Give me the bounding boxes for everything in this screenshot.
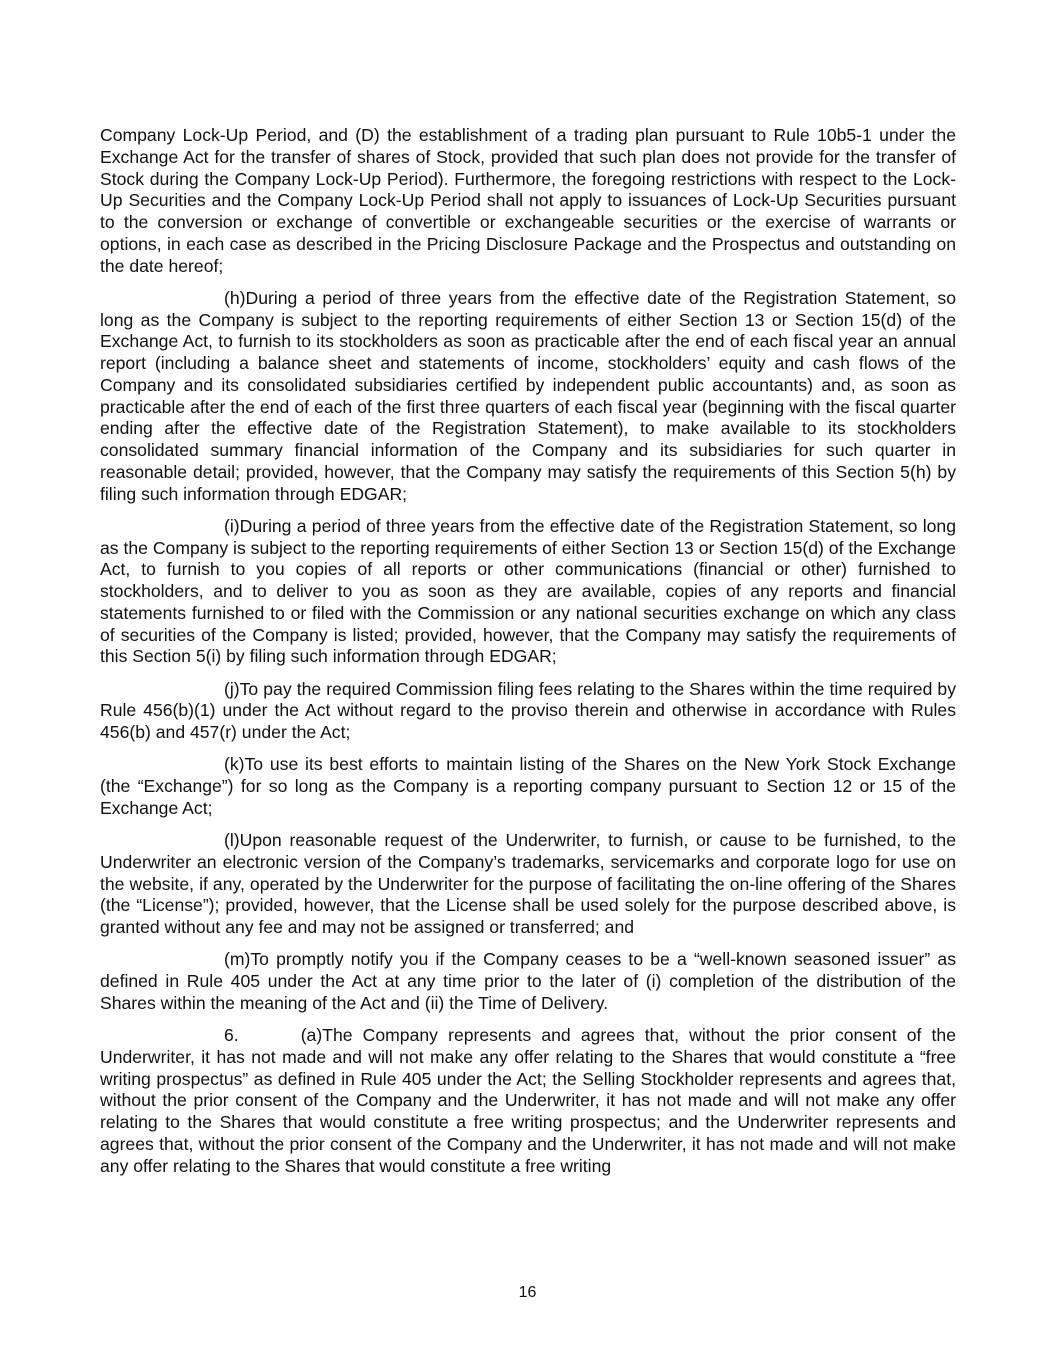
paragraph-continuation [100,125,956,277]
paragraph-text: During a period of three years from the effective date of the Registration Statement, so long as the Company is subject to the reporting requirements of either Section 13 or Section 15(d) of the Exchange Act, to furnish to you copies of all reports or other communications (financial or other) furnished to stockholders, and to deliver to you as soon as they are available, copies of any reports and financial statements furnished to or filed with the Commission or any national securities exchange on which any class of securities of the Company is listed; provided, however, that the Company may satisfy the requirements of this Section 5(i) by filing such information through EDGAR; [100,515,956,667]
clause-marker: (j) [224,678,240,699]
paragraph-text: To promptly notify you if the Company ceases to be a “well-known seasoned issuer” as defined in Rule 405 under the Act at any time prior to the later of (i) completion of the distribution of the Shares within the meaning of the Act and (ii) the Time of Delivery. [100,949,956,1013]
section-number: 6. [224,1025,239,1045]
clause-marker: (h) [224,287,246,308]
paragraph-text: Upon reasonable request of the Underwriter, to furnish, or cause to be furnished, to the Underwriter an electronic version of the Company’s trademarks, servicemarks and corporate logo for use on the website, if any, operated by the Underwriter for the purpose of facilitating the on-line offering of the Shares (the “License”); provided, however, that the License shall be used solely for the purpose described above, is granted without any fee and may not be assigned or transferred; and [100,830,956,937]
clause-marker: (k) [224,754,245,775]
clause-marker: (m) [224,949,251,970]
paragraph-5j [100,679,956,744]
paragraph-text: Company Lock-Up Period, and (D) the establishment of a trading plan pursuant to Rule 10b5-1 under the Exchange Act for the transfer of shares of Stock, provided that such plan does not provide for the transfer of Stock during the Company Lock-Up Period). Furthermore, the foregoing restrictions with respect to the Lock-Up Securities and the Company Lock-Up Period shall not apply to issuances of Lock-Up Securities pursuant to the conversion or exchange of convertible or exchangeable securities or the exercise of warrants or options, in each case as described in the Pricing Disclosure Package and the Prospectus and outstanding on the date hereof; [100,125,956,276]
clause-marker: (l) [224,830,240,850]
paragraph-text: To use its best efforts to maintain listing of the Shares on the New York Stock Exchange (the “Exchange”) for so long as the Company is a reporting company pursuant to Section 12 or 15 of the Exchange Act; [100,754,956,818]
paragraph-5i [100,516,956,668]
paragraph-text: To pay the required Commission filing fees relating to the Shares within the time required by Rule 456(b)(1) under the Act without regard to the proviso therein and otherwise in accordance with Rules 456(b) and 457(r) under the Act; [100,678,956,742]
paragraph-5k [100,754,956,819]
paragraph-6a [100,1025,956,1177]
clause-marker: (a) [300,1025,323,1045]
paragraph-5l [100,830,956,939]
paragraph-5m [100,949,956,1014]
paragraph-text: The Company represents and agrees that, without the prior consent of the Underwriter, it has not made and will not make any offer relating to the Shares that would constitute a “free writing prospectus” as defined in Rule 405 under the Act; the Selling Stockholder represents and agrees that, without the prior consent of the Company and the Underwriter, it has not made and will not make any offer relating to the Shares that would constitute a free writing prospectus; and the Underwriter represents and agrees that, without the prior consent of the Company and the Underwriter, it has not made and will not make any offer relating to the Shares that would constitute a free writing [100,1025,956,1176]
paragraph-text: During a period of three years from the effective date of the Registration Statement, so long as the Company is subject to the reporting requirements of either Section 13 or Section 15(d) of the Exchange Act, to furnish to its stockholders as soon as practicable after the end of each fiscal year an annual report (including a balance sheet and statements of income, stockholders’ equity and cash flows of the Company and its consolidated subsidiaries certified by independent public accountants) and, as soon as practicable after the end of each of the first three quarters of each fiscal year (beginning with the fiscal quarter ending after the effective date of the Registration Statement), to make available to its stockholders consolidated summary financial information of the Company and its subsidiaries for such quarter in reasonable detail; provided, however, that the Company may satisfy the requirements of this Section 5(h) by filing such information through EDGAR; [100,287,956,504]
page-number: 16 [518,1284,537,1301]
document-page [100,125,956,1188]
paragraph-5h [100,288,956,506]
clause-marker: (i) [224,515,240,536]
